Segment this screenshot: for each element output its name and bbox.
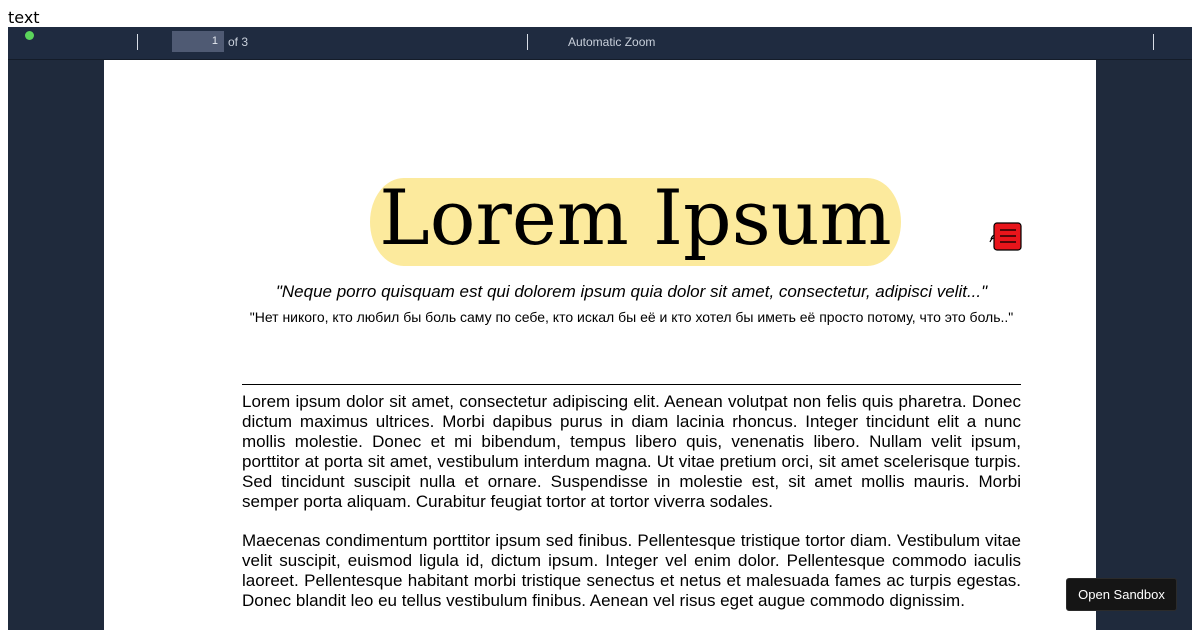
viewer-toolbar	[8, 27, 1192, 60]
zoom-select[interactable]: Automatic Zoom	[568, 35, 656, 49]
status-dot-icon	[25, 31, 34, 40]
quote-latin: "Neque porro quisquam est qui dolorem ipsum quia dolor sit amet, consectetur, adipisci velit..."	[275, 282, 988, 301]
quote-russian: "Нет никого, кто любил бы боль саму по себе, кто искал бы её и кто хотел бы иметь её просто потому, что это боль.."	[249, 309, 1014, 325]
header-label: text	[8, 8, 40, 27]
pdf-viewer	[8, 27, 1192, 630]
divider	[242, 384, 1021, 385]
toolbar-separator	[1153, 34, 1154, 50]
page-number-input[interactable]	[172, 31, 224, 52]
document-page	[104, 60, 1096, 630]
toolbar-separator	[137, 34, 138, 50]
open-sandbox-button[interactable]: Open Sandbox	[1066, 578, 1177, 611]
comment-note-icon[interactable]	[988, 222, 1022, 252]
toolbar-separator	[527, 34, 528, 50]
body-paragraph: Lorem ipsum dolor sit amet, consectetur adipiscing elit. Aenean volutpat non felis quis pharetra. Donec dictum maximus ultrices. Morbi dapibus purus in diam lacinia rhoncus. Integer tincidunt elit a nunc mollis molestie. Donec et mi bibendum, tempus libero quis, venenatis libero. Nullam velit ipsum, porttitor at porta sit amet, vestibulum interdum magna. Ut vitae pretium orci, sit amet scelerisque turpis. Sed tincidunt suscipit nulla et ornare. Suspendisse in molestie est, sit amet mollis mauris. Morbi semper porta aliquam. Curabitur feugiat tortor at tortor viverra sodales.	[242, 392, 1021, 511]
document-title: Lorem Ipsum	[379, 173, 892, 262]
body-paragraph: Maecenas condimentum porttitor ipsum sed finibus. Pellentesque tristique tortor diam. Vestibulum vitae velit suscipit, euismod ligula id, dictum ipsum. Integer vel enim dolor. Pellentesque commodo iaculis laoreet. Pellentesque habitant morbi tristique senectus et netus et malesuada fames ac turpis egestas. Donec blandit leo eu tellus vestibulum finibus. Aenean vel risus eget augue commodo dignissim.	[242, 531, 1021, 610]
page-count-label: of 3	[228, 35, 249, 49]
